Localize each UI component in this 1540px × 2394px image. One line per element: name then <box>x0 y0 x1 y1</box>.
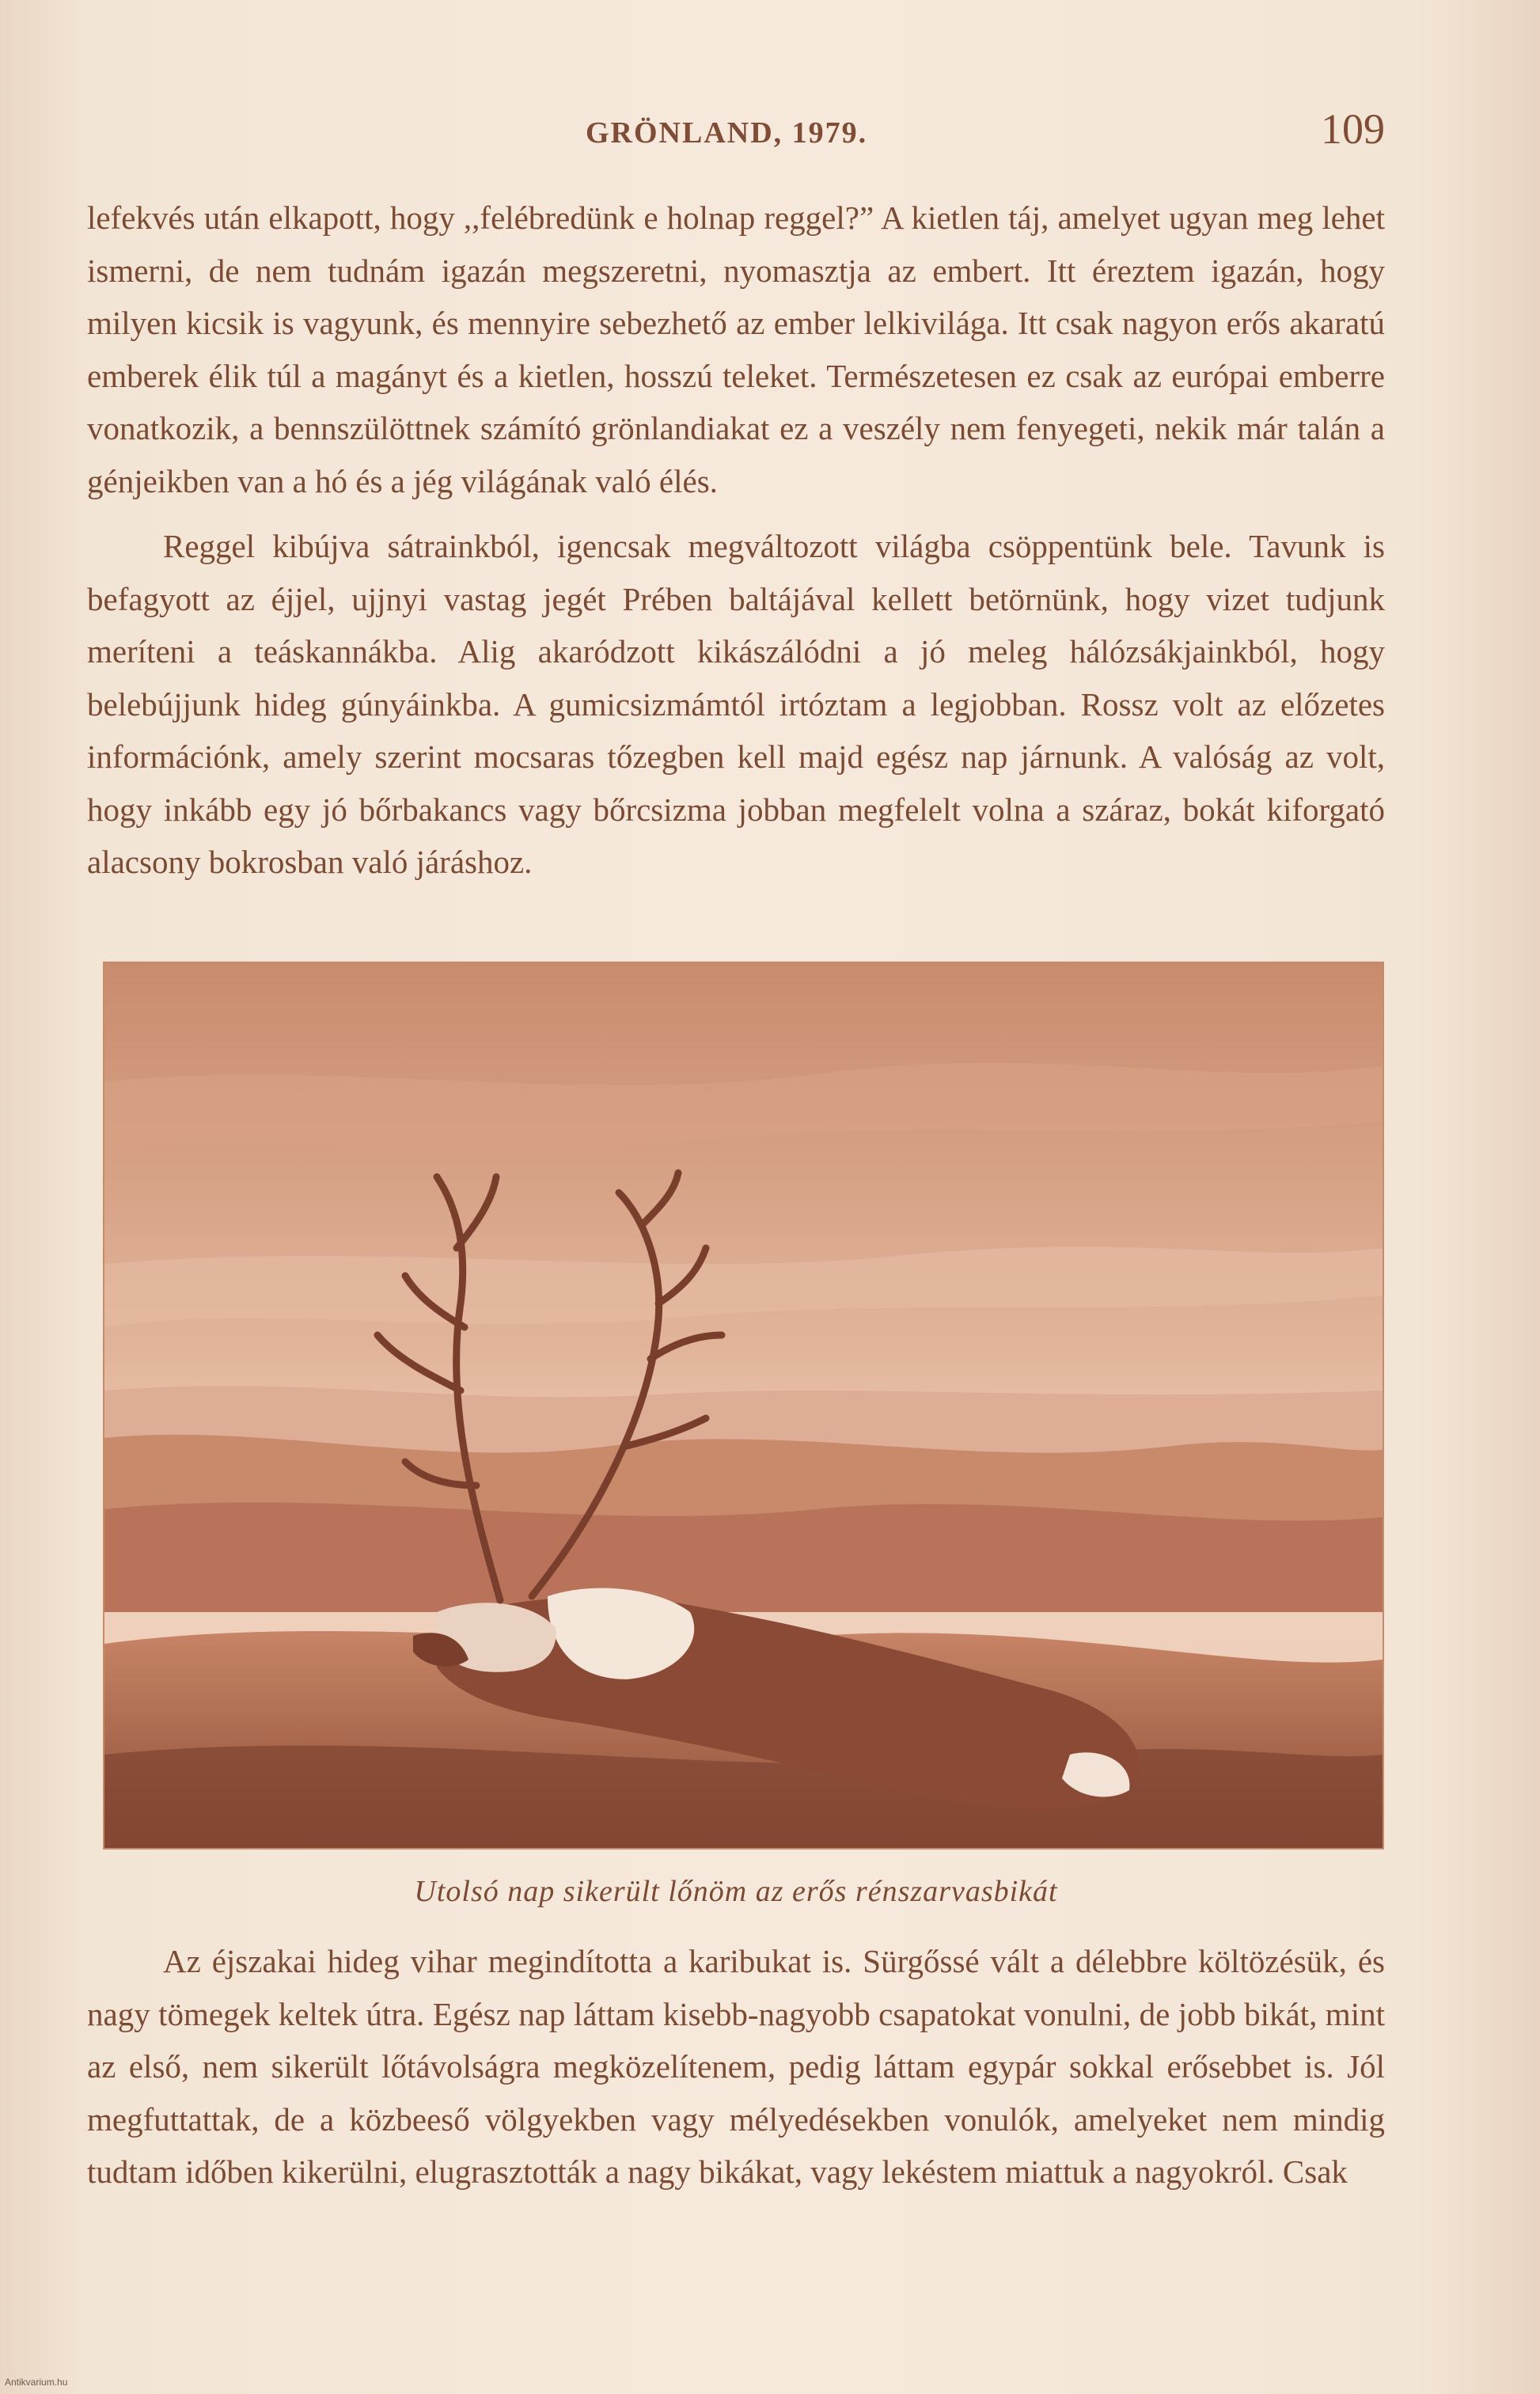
body-text-bottom <box>87 1935 1385 2199</box>
reindeer-photo-illustration <box>104 963 1383 1848</box>
running-title: GRÖNLAND, 1979. <box>586 116 868 150</box>
paragraph: Az éjszakai hideg vihar megindította a karibukat is. Sürgőssé vált a délebbre költözésük, és nagy tömegek keltek útra. Egész nap láttam kisebb-nagyobb csapatokat vonulni, de jobb bikát, mint az első, nem sikerült lőtávolságra megközelítenem, pedig láttam egypár sokkal erősebbet is. Jól megfuttattak, de a közbeeső völgyekben vagy mélyedésekben vonulók, amelyeket nem mindig tudtam időben kikerülni, elugrasztották a nagy bikákat, vagy lekéstem miattuk a nagyokról. Csak <box>87 1943 1385 2190</box>
paragraph: Reggel kibújva sátrainkból, igencsak megváltozott világba csöppentünk bele. Tavunk is befagyott az éjjel, ujjnyi vastag jegét Prében baltájával kellett betörnünk, hogy vizet tudjunk meríteni a teáskannákba. Alig akaródzott kikászálódni a jó meleg hálózsákjainkból, hogy belebújjunk hideg gúnyáinkba. A gumicsizmámtól irtóztam a legjobban. Rossz volt az előzetes információnk, amely szerint mocsaras tőzegben kell majd egész nap járnunk. A valóság az volt, hogy inkább egy jó bőrbakancs vagy bőrcsizma jobban megfelelt volna a száraz, bokát kiforgató alacsony bokrosban való járáshoz. <box>87 528 1385 880</box>
photo-caption: Utolsó nap sikerült lőnöm az erős rénszarvasbikát <box>414 1875 1058 1908</box>
paragraph: lefekvés után elkapott, hogy ,,felébredünk e holnap reggel?” A kietlen táj, amelyet ugyan meg lehet ismerni, de nem tudnám igazán megszeretni, nyomasztja az embert. Itt éreztem igazán, hogy milyen kicsik is vagyunk, és mennyire sebezhető az ember lelkivilága. Itt csak nagyon erős akaratú emberek élik túl a magányt és a kietlen, hosszú teleket. Természetesen ez csak az európai emberre vonatkozik, a bennszülöttnek számító grönlandiakat ez a veszély nem fenyegeti, nekik már talán a génjeikben van a hó és a jég világának való élés. <box>87 199 1385 499</box>
watermark: Antikvarium.hu <box>5 2377 68 2388</box>
reindeer-photo <box>103 962 1384 1850</box>
page-number: 109 <box>1321 105 1385 153</box>
page-header <box>87 104 1385 168</box>
body-text-top <box>87 192 1385 889</box>
